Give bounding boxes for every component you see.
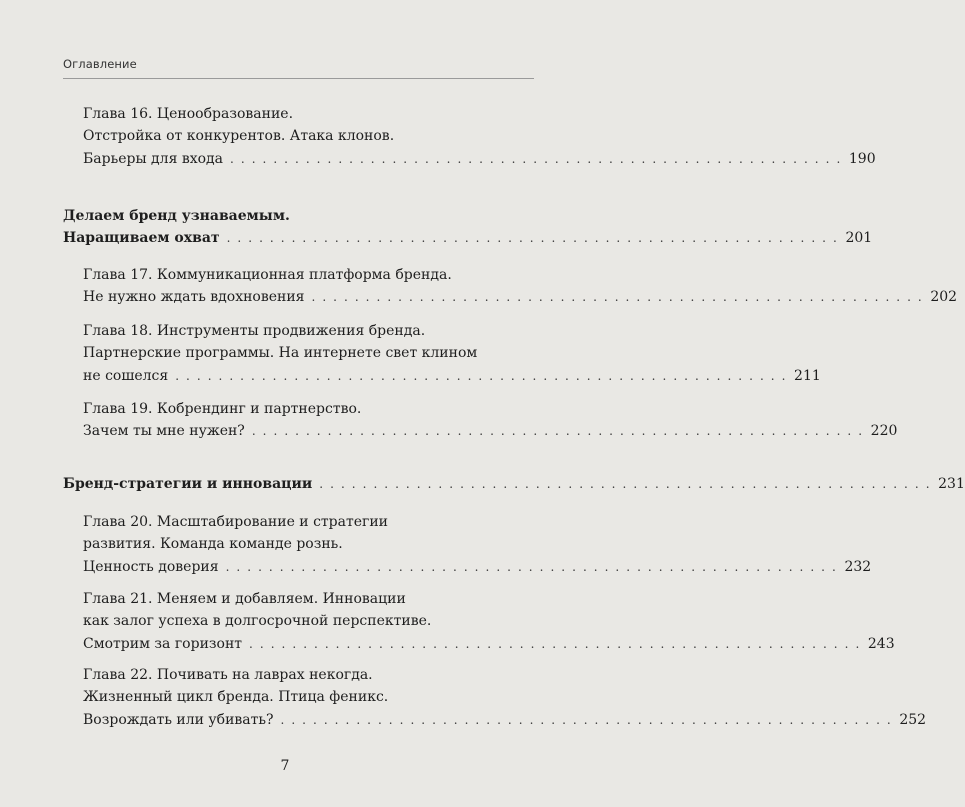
toc-entry-line: Наращиваем охват	[63, 230, 220, 247]
page-number: 232	[844, 558, 872, 575]
toc-entry-chapter-22[interactable]	[83, 664, 927, 731]
toc-entry-line: Глава 19. Кобрендинг и партнерство.	[83, 401, 362, 417]
page-number: 243	[867, 635, 895, 652]
dot-leader: . . . . . . . . . . . . . . . . . . . . . . . . . . . . . . . . . . . . . . . . . . . . . . . . . . . . . . . . .	[280, 712, 893, 727]
folio-page-number: 7	[280, 758, 290, 774]
toc-entry-section-brand-recognition[interactable]	[63, 205, 873, 250]
header-rule	[63, 78, 534, 79]
toc-entry-line: Глава 16. Ценообразование.	[83, 106, 294, 122]
toc-entry-line: Делаем бренд узнаваемым.	[63, 208, 290, 224]
dot-leader: . . . . . . . . . . . . . . . . . . . . . . . . . . . . . . . . . . . . . . . . . . . . . . . . . . . . . . . . .	[226, 231, 839, 246]
toc-entry-line: Глава 22. Почивать на лаврах некогда.	[83, 667, 373, 683]
toc-entry-line: Зачем ты мне нужен?	[83, 423, 245, 440]
toc-entry-line: Ценность доверия	[83, 558, 219, 575]
dot-leader: . . . . . . . . . . . . . . . . . . . . . . . . . . . . . . . . . . . . . . . . . . . . . . . . . . . . . . . . .	[230, 151, 842, 166]
dot-leader: . . . . . . . . . . . . . . . . . . . . . . . . . . . . . . . . . . . . . . . . . . . . . . . . . . . . . . . . .	[225, 559, 838, 574]
dot-leader: . . . . . . . . . . . . . . . . . . . . . . . . . . . . . . . . . . . . . . . . . . . . . . . . . . . . . . . . .	[319, 477, 932, 491]
page-number: 252	[899, 711, 927, 728]
toc-entry-line: Возрождать или убивать?	[83, 711, 274, 728]
toc-entry-line: Глава 21. Меняем и добавляем. Инновации	[83, 591, 406, 607]
toc-entry-line: Партнерские программы. На интернете свет клином	[83, 345, 478, 362]
toc-entry-line: как залог успеха в долгосрочной перспективе.	[83, 613, 432, 630]
page-number: 190	[848, 150, 876, 167]
toc-entry-line: Барьеры для входа	[83, 150, 224, 167]
toc-entry-line: Отстройка от конкурентов. Атака клонов.	[83, 128, 395, 145]
toc-entry-chapter-21[interactable]	[83, 588, 895, 655]
toc-entry-line: Смотрим за горизонт	[83, 635, 243, 652]
toc-entry-chapter-17[interactable]	[83, 264, 958, 309]
toc-entry-chapter-16[interactable]	[83, 103, 876, 170]
toc-entry-chapter-20[interactable]	[83, 511, 872, 578]
toc-entry-line: Глава 18. Инструменты продвижения бренда.	[83, 323, 426, 339]
toc-entry-line: Глава 20. Масштабирование и стратегии	[83, 514, 389, 530]
page-number: 211	[794, 367, 821, 384]
dot-leader: . . . . . . . . . . . . . . . . . . . . . . . . . . . . . . . . . . . . . . . . . . . . . . . . . . . . . . . . .	[175, 368, 788, 383]
toc-entry-line: Жизненный цикл бренда. Птица феникс.	[83, 689, 389, 706]
dot-leader: . . . . . . . . . . . . . . . . . . . . . . . . . . . . . . . . . . . . . . . . . . . . . . . . . . . . . . . . .	[249, 636, 861, 651]
toc-entry-line: развития. Команда команде рознь.	[83, 536, 343, 553]
toc-entry-line: не сошелся	[83, 367, 169, 384]
page-number: 231	[938, 476, 965, 492]
toc-entry-section-brand-strategies[interactable]	[63, 473, 965, 495]
toc-entry-line: Бренд-стратегии и инновации	[63, 476, 313, 492]
toc-entry-line: Не нужно ждать вдохновения	[83, 289, 305, 306]
page-number: 220	[870, 423, 898, 440]
running-header: Оглавление	[63, 57, 137, 71]
page-number: 201	[845, 230, 873, 247]
toc-entry-chapter-19[interactable]	[83, 398, 898, 443]
toc-entry-line: Глава 17. Коммуникационная платформа бренда.	[83, 267, 452, 283]
page-number: 202	[930, 289, 958, 306]
toc-entry-chapter-18[interactable]	[83, 320, 821, 387]
dot-leader: . . . . . . . . . . . . . . . . . . . . . . . . . . . . . . . . . . . . . . . . . . . . . . . . . . . . . . . . .	[251, 424, 864, 439]
dot-leader: . . . . . . . . . . . . . . . . . . . . . . . . . . . . . . . . . . . . . . . . . . . . . . . . . . . . . . . . .	[311, 290, 924, 305]
